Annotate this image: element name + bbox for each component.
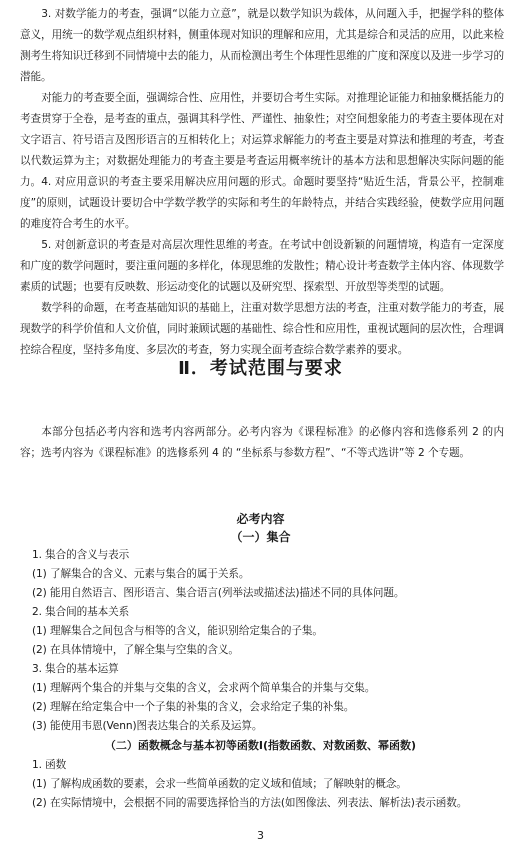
list-item: (2) 在具体情境中，了解全集与空集的含义。 (32, 644, 239, 656)
paragraph-ability-assessment: 对能力的考查要全面，强调综合性、应用性，并要切合考生实际。对推理论证能力和抽象概括能力的考查贯穿于全卷，是考查的重点，强调其科学性、严谨性、抽象性；对空间想象能力的考查主要体现在对文字语言、符号语言及图形语言的互相转化上；对运算求解能力的考查主要是对算法和推理的考查，考查以代数运算为主；对数据处理能力的考查主要是考查运用概率统计的基本方法和思想解决实际问题的能力。 (20, 92, 504, 188)
list-item: (2) 理解在给定集合中一个子集的补集的含义，会求给定子集的补集。 (32, 701, 355, 713)
list-item: (3) 能使用韦恩(Venn)图表达集合的关系及运算。 (32, 720, 263, 732)
paragraph-innovation-awareness: 5. 对创新意识的考查是对高层次理性思维的考查。在考试中创设新颖的问题情境，构造有一定深度和广度的数学问题时，要注重问题的多样化，体现思维的发散性；精心设计考查数学主体内容、体现数学素质的试题；也要有反映数、形运动变化的试题以及研究型、探索型、开放型等类型的试题。 (20, 239, 504, 293)
list-item: (1) 了解集合的含义、元素与集合的属于关系。 (32, 568, 250, 580)
part2-title: （二）函数概念与基本初等函数Ⅰ(指数函数、对数函数、幂函数) (104, 739, 417, 752)
list-item: (1) 了解构成函数的要素，会求一些简单函数的定义域和值域；了解映射的概念。 (32, 778, 407, 790)
list-item: (2) 能用自然语言、图形语言、集合语言(列举法或描述法)描述不同的具体问题。 (32, 587, 405, 599)
list-item: 1. 集合的含义与表示 (32, 549, 130, 561)
part1-title: （一）集合 (230, 530, 291, 544)
list-item: 1. 函数 (32, 759, 67, 771)
page-number: 3 (257, 829, 264, 842)
section-title: Ⅱ．考试范围与要求 (178, 358, 343, 379)
paragraph-application-awareness: 4. 对应用意识的考查主要采用解决应用问题的形式。命题时要坚持“贴近生活，背景公平，控制难度”的原则，试题设计要切合中学数学教学的实际和考生的年龄特点，并结合实践经验，使数学应用问题的难度符合考生的水平。 (20, 176, 504, 230)
required-content-title: 必考内容 (236, 512, 285, 526)
list-item: 3. 集合的基本运算 (32, 663, 119, 675)
list-item: (2) 在实际情境中，会根据不同的需要选择恰当的方法(如图像法、列表法、解析法)表示函数。 (32, 797, 468, 809)
list-item: 2. 集合间的基本关系 (32, 606, 130, 618)
list-item: (1) 理解两个集合的并集与交集的含义，会求两个简单集合的并集与交集。 (32, 682, 376, 694)
paragraph-math-proposition: 数学科的命题，在考查基础知识的基础上，注重对数学思想方法的考查，注重对数学能力的考查，展现数学的科学价值和人文价值，同时兼顾试题的基础性、综合性和应用性，重视试题间的层次性，合理调控综合程度，坚持多角度、多层次的考查，努力实现全面考查综合数学素养的要求。 (20, 302, 504, 356)
section-intro: 本部分包括必考内容和选考内容两部分。必考内容为《课程标准》的必修内容和选修系列 2 的内容；选考内容为《课程标准》的选修系列 4 的 “坐标系与参数方程”、“不等式选讲”等 2 个专题。 (20, 426, 504, 459)
paragraph-math-ability: 3. 对数学能力的考查，强调“以能力立意”，就是以数学知识为载体，从问题入手，把握学科的整体意义，用统一的数学观点组织材料，侧重体现对知识的理解和应用，尤其是综合和灵活的应用，以此来检测考生将知识迁移到不同情境中去的能力，从而检测出考生个体理性思维的广度和深度以及进一步学习的潜能。 (20, 8, 504, 83)
list-item: (1) 理解集合之间包含与相等的含义，能识别给定集合的子集。 (32, 625, 323, 637)
